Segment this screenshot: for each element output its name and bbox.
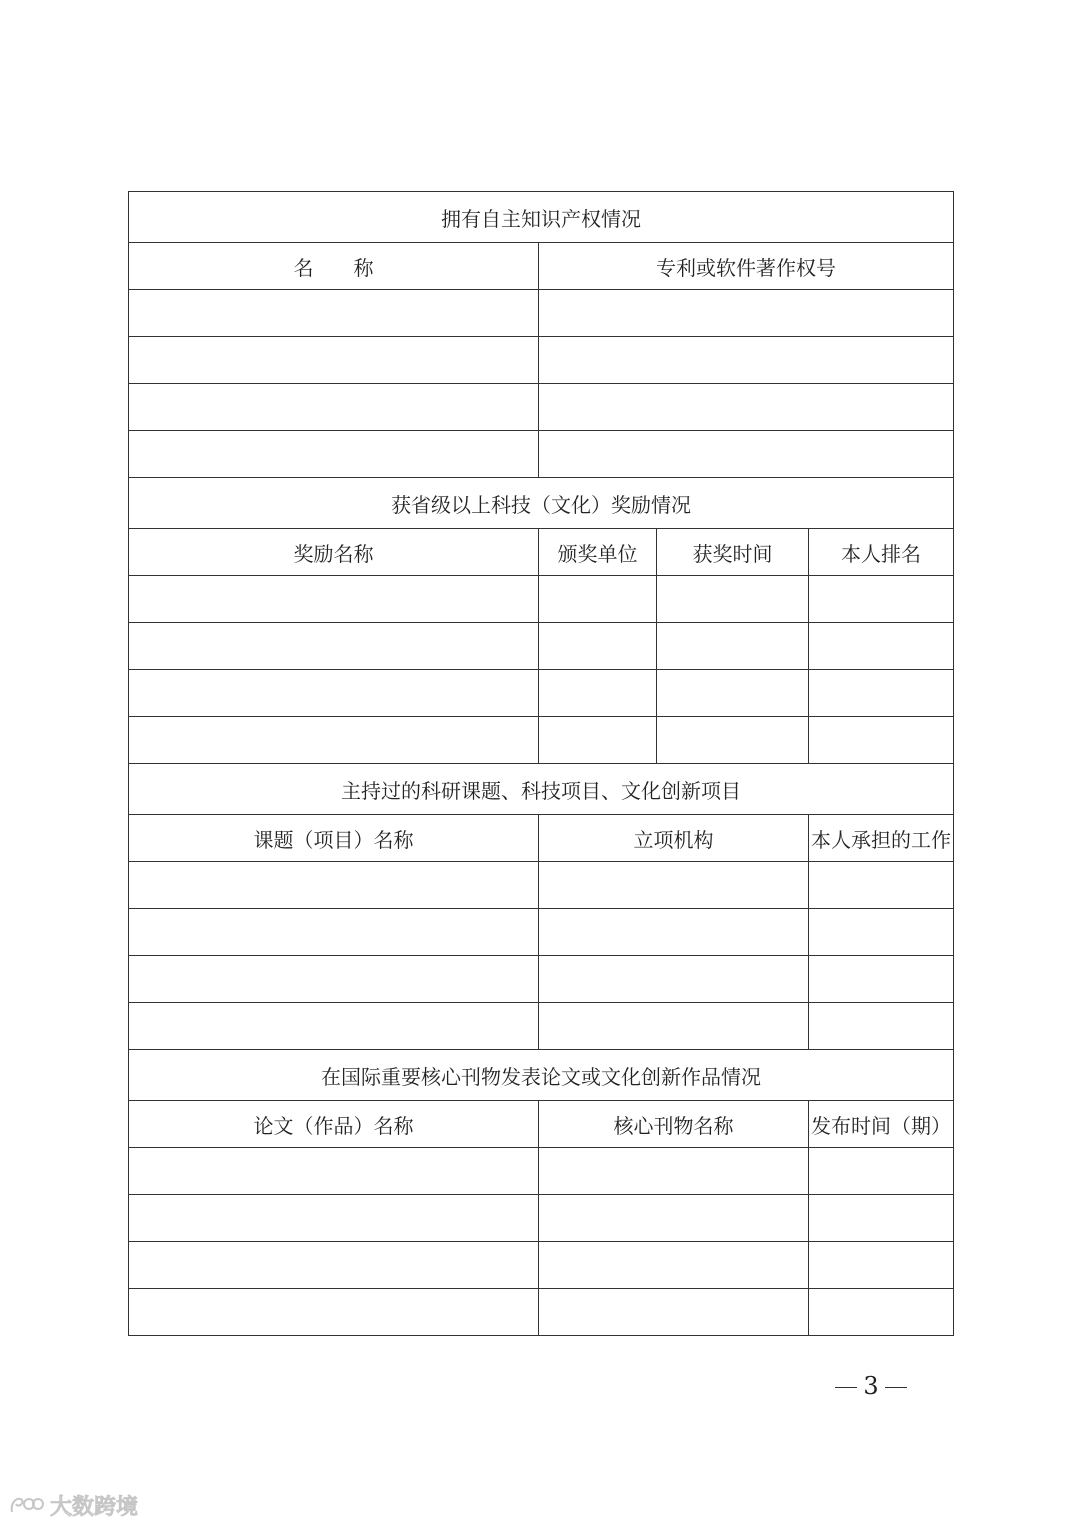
ip-name-cell[interactable]	[129, 384, 539, 431]
projects-header-name: 课题（项目）名称	[129, 815, 539, 862]
projects-row	[129, 862, 954, 909]
ip-number-cell[interactable]	[539, 337, 954, 384]
awards-header-issuer: 颁奖单位	[539, 529, 657, 576]
ip-name-cell[interactable]	[129, 290, 539, 337]
project-role-cell[interactable]	[809, 909, 954, 956]
papers-row	[129, 1148, 954, 1195]
project-name-cell[interactable]	[129, 862, 539, 909]
awards-row	[129, 717, 954, 764]
project-name-cell[interactable]	[129, 956, 539, 1003]
award-name-cell[interactable]	[129, 623, 539, 670]
projects-row	[129, 956, 954, 1003]
project-name-cell[interactable]	[129, 1003, 539, 1050]
award-name-cell[interactable]	[129, 670, 539, 717]
ip-header-name: 名 称	[129, 243, 539, 290]
awards-header-name: 奖励名称	[129, 529, 539, 576]
ip-number-cell[interactable]	[539, 384, 954, 431]
award-rank-cell[interactable]	[809, 670, 954, 717]
project-institution-cell[interactable]	[539, 1003, 809, 1050]
papers-header-journal: 核心刊物名称	[539, 1101, 809, 1148]
award-rank-cell[interactable]	[809, 623, 954, 670]
paper-journal-cell[interactable]	[539, 1242, 809, 1289]
project-institution-cell[interactable]	[539, 909, 809, 956]
papers-section-title: 在国际重要核心刊物发表论文或文化创新作品情况	[129, 1050, 954, 1101]
paper-name-cell[interactable]	[129, 1289, 539, 1336]
award-date-cell[interactable]	[657, 623, 809, 670]
projects-section-title-row	[129, 764, 954, 815]
project-role-cell[interactable]	[809, 1003, 954, 1050]
awards-section-title-row	[129, 478, 954, 529]
projects-row	[129, 1003, 954, 1050]
ip-header-row	[129, 243, 954, 290]
papers-header-date: 发布时间（期）	[809, 1101, 954, 1148]
paper-name-cell[interactable]	[129, 1195, 539, 1242]
ip-row	[129, 431, 954, 478]
ip-row	[129, 290, 954, 337]
paper-journal-cell[interactable]	[539, 1148, 809, 1195]
award-issuer-cell[interactable]	[539, 623, 657, 670]
papers-header-row	[129, 1101, 954, 1148]
project-institution-cell[interactable]	[539, 862, 809, 909]
papers-header-name: 论文（作品）名称	[129, 1101, 539, 1148]
award-name-cell[interactable]	[129, 576, 539, 623]
watermark	[8, 1490, 138, 1520]
ip-header-patent-no: 专利或软件著作权号	[539, 243, 954, 290]
ip-number-cell[interactable]	[539, 431, 954, 478]
page-number-value: 3	[863, 1372, 879, 1400]
project-role-cell[interactable]	[809, 862, 954, 909]
paper-date-cell[interactable]	[809, 1242, 954, 1289]
paper-journal-cell[interactable]	[539, 1195, 809, 1242]
award-date-cell[interactable]	[657, 717, 809, 764]
awards-row	[129, 576, 954, 623]
paper-journal-cell[interactable]	[539, 1289, 809, 1336]
ip-name-cell[interactable]	[129, 337, 539, 384]
page-number-dash-left	[835, 1387, 857, 1389]
ip-number-cell[interactable]	[539, 290, 954, 337]
ip-section-title: 拥有自主知识产权情况	[129, 192, 954, 243]
project-name-cell[interactable]	[129, 909, 539, 956]
award-issuer-cell[interactable]	[539, 576, 657, 623]
paper-date-cell[interactable]	[809, 1289, 954, 1336]
awards-header-date: 获奖时间	[657, 529, 809, 576]
awards-row	[129, 623, 954, 670]
projects-header-institution: 立项机构	[539, 815, 809, 862]
paper-name-cell[interactable]	[129, 1242, 539, 1289]
award-name-cell[interactable]	[129, 717, 539, 764]
paper-name-cell[interactable]	[129, 1148, 539, 1195]
paper-date-cell[interactable]	[809, 1195, 954, 1242]
award-date-cell[interactable]	[657, 670, 809, 717]
awards-row	[129, 670, 954, 717]
projects-row	[129, 909, 954, 956]
awards-section-title: 获省级以上科技（文化）奖励情况	[129, 478, 954, 529]
ip-name-cell[interactable]	[129, 431, 539, 478]
award-rank-cell[interactable]	[809, 717, 954, 764]
projects-header-row	[129, 815, 954, 862]
papers-row	[129, 1242, 954, 1289]
page-number-dash-right	[885, 1387, 907, 1389]
papers-row	[129, 1289, 954, 1336]
awards-header-row	[129, 529, 954, 576]
projects-section-title: 主持过的科研课题、科技项目、文化创新项目	[129, 764, 954, 815]
project-role-cell[interactable]	[809, 956, 954, 1003]
ip-row	[129, 384, 954, 431]
award-issuer-cell[interactable]	[539, 717, 657, 764]
papers-section-title-row	[129, 1050, 954, 1101]
ip-row	[129, 337, 954, 384]
application-form-table	[128, 191, 954, 1336]
page-number	[826, 1372, 916, 1400]
watermark-text: 大数跨境	[50, 1494, 139, 1520]
projects-header-role: 本人承担的工作	[809, 815, 954, 862]
awards-header-rank: 本人排名	[809, 529, 954, 576]
award-date-cell[interactable]	[657, 576, 809, 623]
award-rank-cell[interactable]	[809, 576, 954, 623]
project-institution-cell[interactable]	[539, 956, 809, 1003]
paper-date-cell[interactable]	[809, 1148, 954, 1195]
papers-row	[129, 1195, 954, 1242]
award-issuer-cell[interactable]	[539, 670, 657, 717]
ip-section-title-row	[129, 192, 954, 243]
doodle-logo-icon	[8, 1492, 44, 1518]
